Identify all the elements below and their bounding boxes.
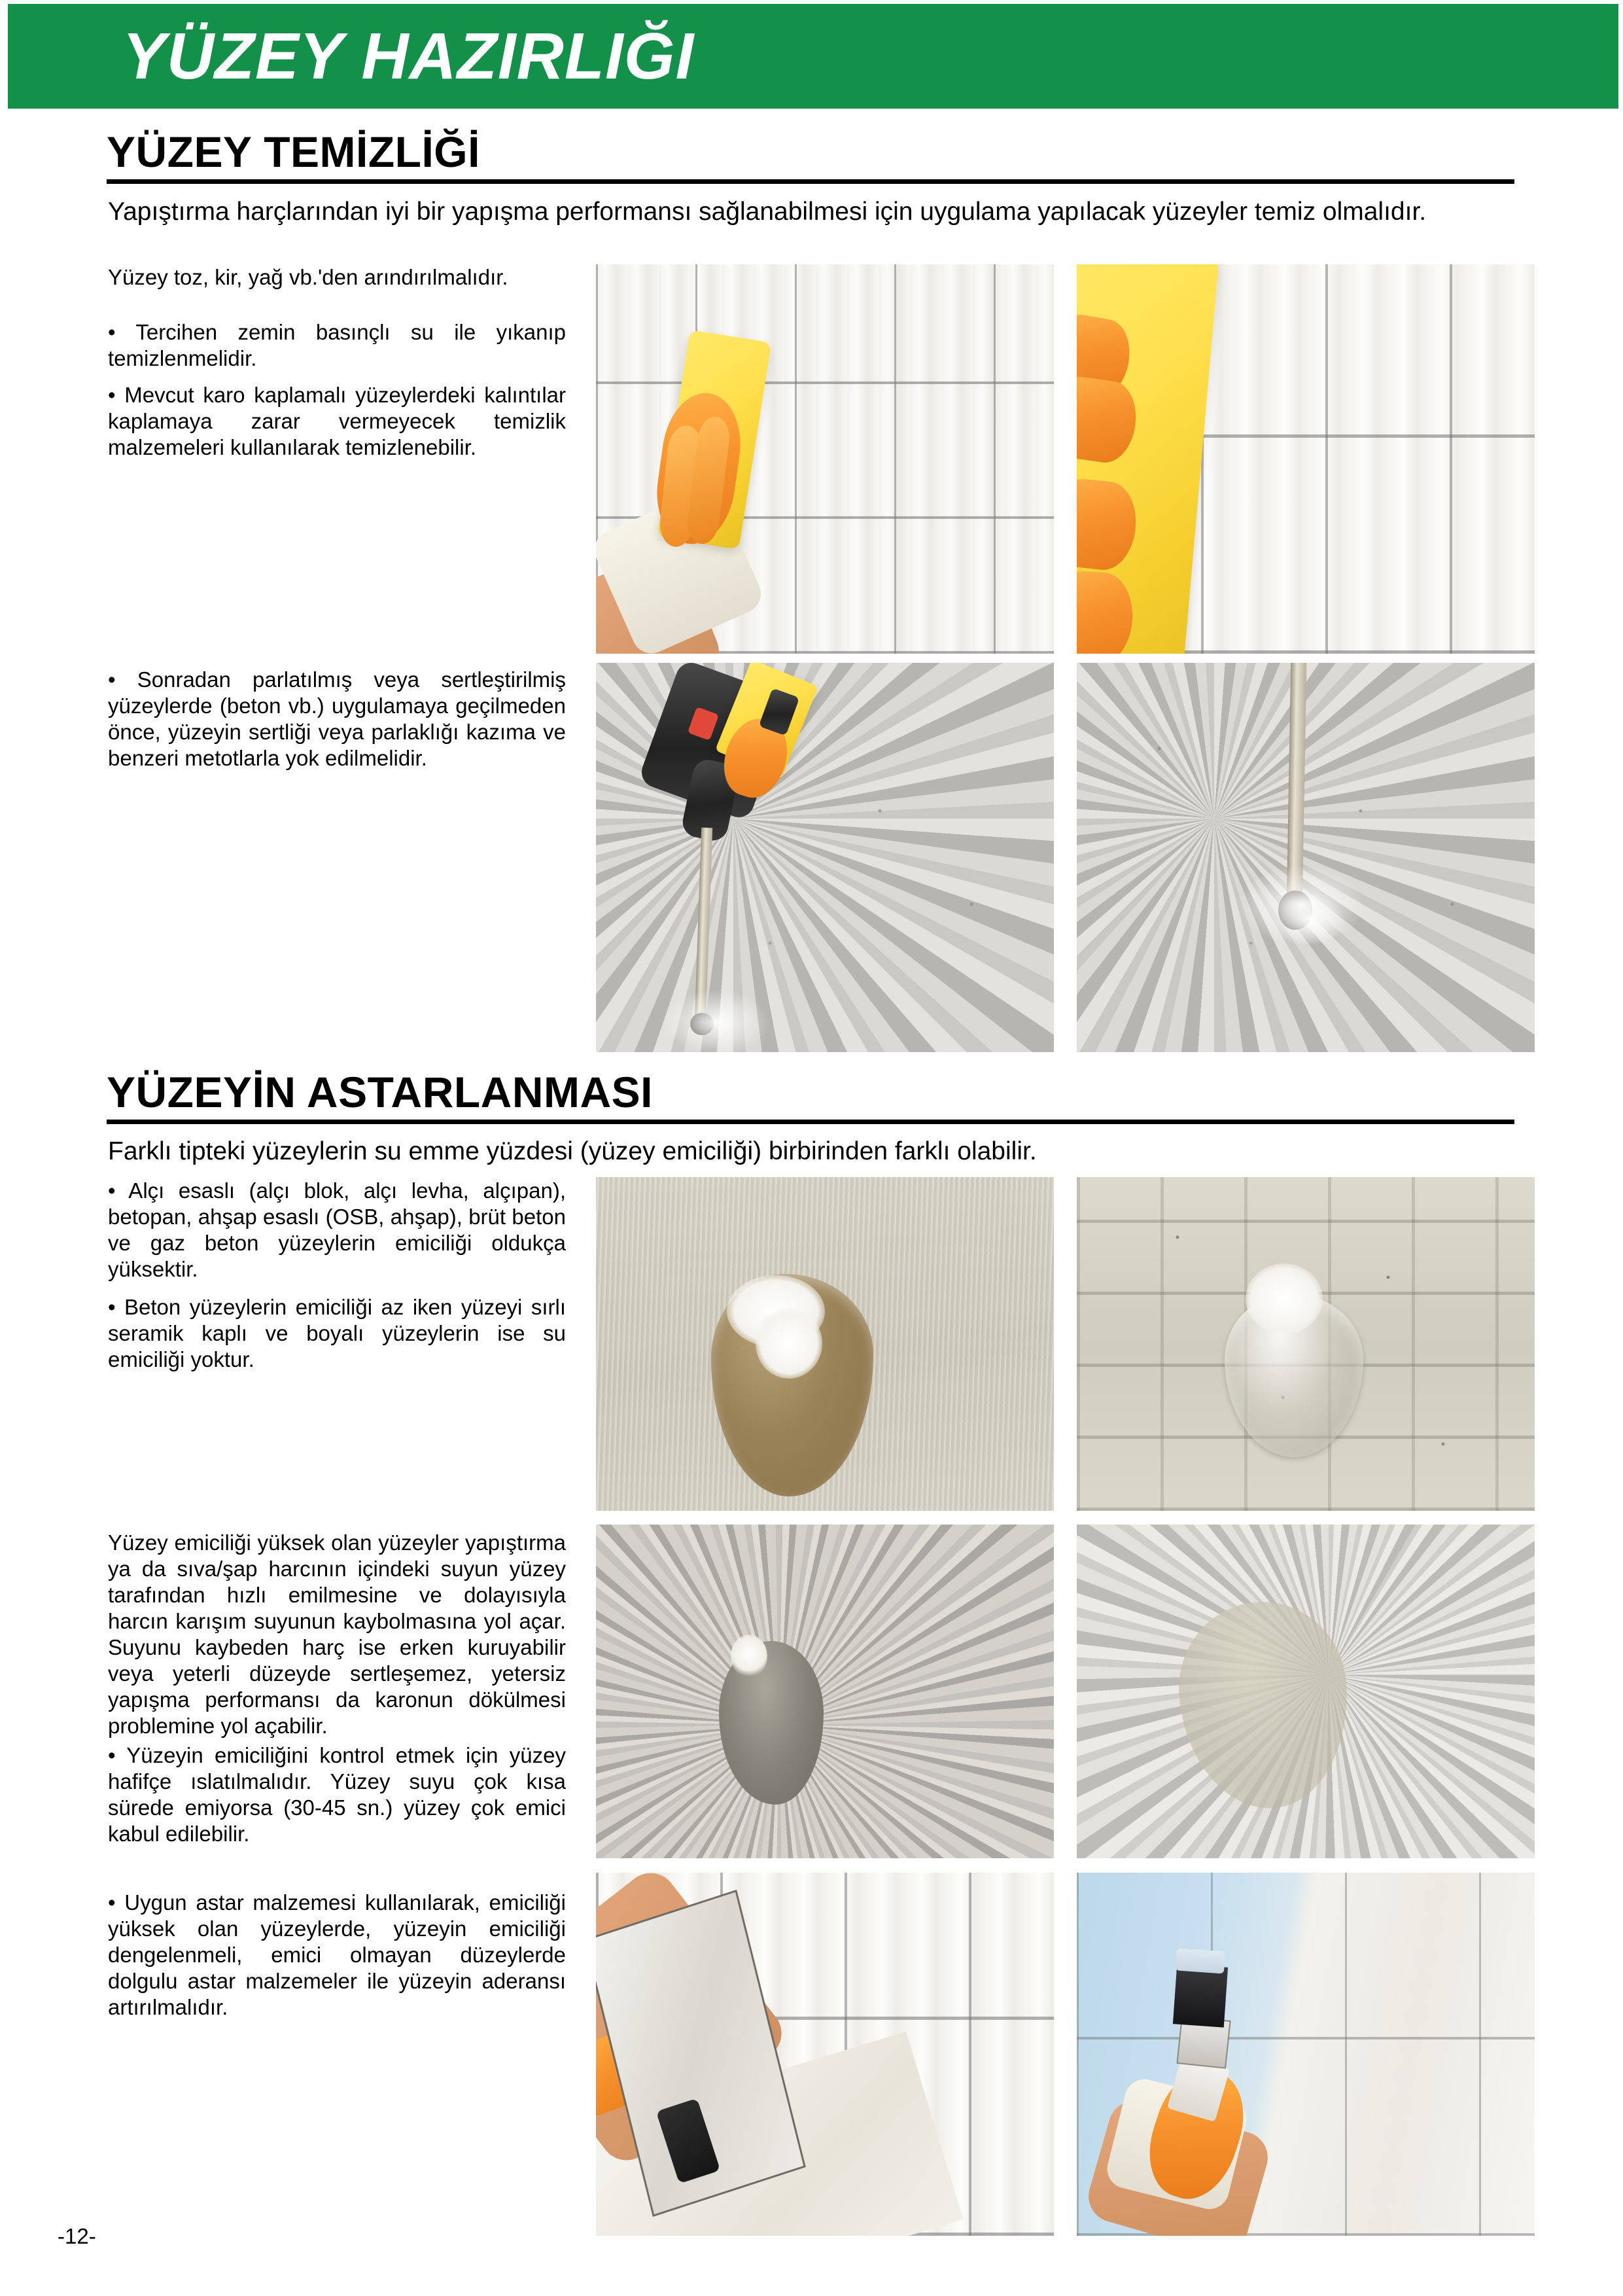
section2-bullet-1: • Alçı esaslı (alçı blok, alçı levha, alçıpan), betopan, ahşap esaslı (OSB, ahşap), brüt beton ve gaz beton yüzeylerin emiciliği oldukça yüksektir. <box>108 1178 566 1281</box>
photo-tile-wall-sponge-cleaning <box>596 264 1054 654</box>
photo-primer-trowel-application <box>596 1873 1054 2236</box>
section-title: YÜZEYİN ASTARLANMASI <box>107 1068 653 1116</box>
section2-lead-paragraph: Farklı tipteki yüzeylerin su emme yüzdesi (yüzey emiciliği) birbirinden farklı olabilir. <box>108 1137 1037 1165</box>
section-heading-surface-priming <box>107 1069 1514 1124</box>
section2-bullet-4: • Uygun astar malzemesi kullanılarak, emiciliği yüksek olan yüzeylerde, yüzeyin emiciliği dengelenmeli, emici olmayan düzeylerde dolgulu astar malzemeler ile yüzeyin aderansı artırılmalıdır. <box>108 1890 566 2019</box>
section1-bullet-2: • Mevcut karo kaplamalı yüzeylerdeki kalıntılar kaplamaya zarar vermeyecek temizlik malzemeleri kullanılarak temizlenebilir. <box>108 383 566 459</box>
photo-concrete-drill-scarifying <box>596 663 1054 1052</box>
page-number: -12- <box>58 2224 96 2248</box>
section2-bullet-2: • Beton yüzeylerin emiciliği az iken yüzeyi sırlı seramik kaplı ve boyalı yüzeylerin ise su emiciliği yoktur. <box>108 1295 566 1371</box>
section1-lead-paragraph: Yapıştırma harçlarından iyi bir yapışma performansı sağlanabilmesi için uygulama yapılacak yüzeyler temiz olmalıdır. <box>108 198 1427 226</box>
section-rule <box>107 179 1514 184</box>
photo-smooth-surface-water-spread <box>1077 1525 1535 1858</box>
section-rule <box>107 1120 1514 1124</box>
section-heading-surface-cleaning <box>107 128 1514 184</box>
photo-rough-screed-water-drop <box>596 1525 1054 1858</box>
photo-concrete-drill-closeup <box>1077 663 1535 1052</box>
section-title: YÜZEY TEMİZLİĞİ <box>107 128 480 176</box>
section1-bullet-3: • Sonradan parlatılmış veya sertleştirilmiş yüzeylerde (beton vb.) uygulamaya geçilmeden önce, yüzeyin sertliği veya parlaklığı kazıma ve benzeri metotlarla yok edilmelidir. <box>108 667 566 770</box>
photo-primer-brush-blue-tile <box>1077 1873 1535 2236</box>
banner-title: YÜZEY HAZIRLIĞI <box>122 20 695 93</box>
photo-aerated-concrete-water-absorption <box>1077 1177 1535 1511</box>
photo-tile-wall-sponge-closeup <box>1077 264 1535 654</box>
photo-plaster-water-absorption <box>596 1177 1054 1511</box>
section1-subline: Yüzey toz, kir, yağ vb.'den arındırılmalıdır. <box>108 265 508 289</box>
section2-bullet-3: • Yüzeyin emiciliğini kontrol etmek için yüzey hafifçe ıslatılmalıdır. Yüzey suyu çok kısa sürede emiyorsa (30-45 sn.) yüzey çok emici kabul edilebilir. <box>108 1743 566 1846</box>
section2-paragraph-absorbency: Yüzey emiciliği yüksek olan yüzeyler yapıştırma ya da sıva/şap harcının içindeki suyun yüzey tarafından hızlı emilmesine ve dolayısıyla harcın karışım suyunun kaybolmasına yol açar. Suyunu kaybeden harç ise erken kuruyabilir veya yeterli düzeyde sertleşemez, yetersiz yapışma performansı da karonun dökülmesi problemine yol açabilir. <box>108 1530 566 1738</box>
section1-bullet-1: • Tercihen zemin basınçlı su ile yıkanıp temizlenmelidir. <box>108 320 566 370</box>
